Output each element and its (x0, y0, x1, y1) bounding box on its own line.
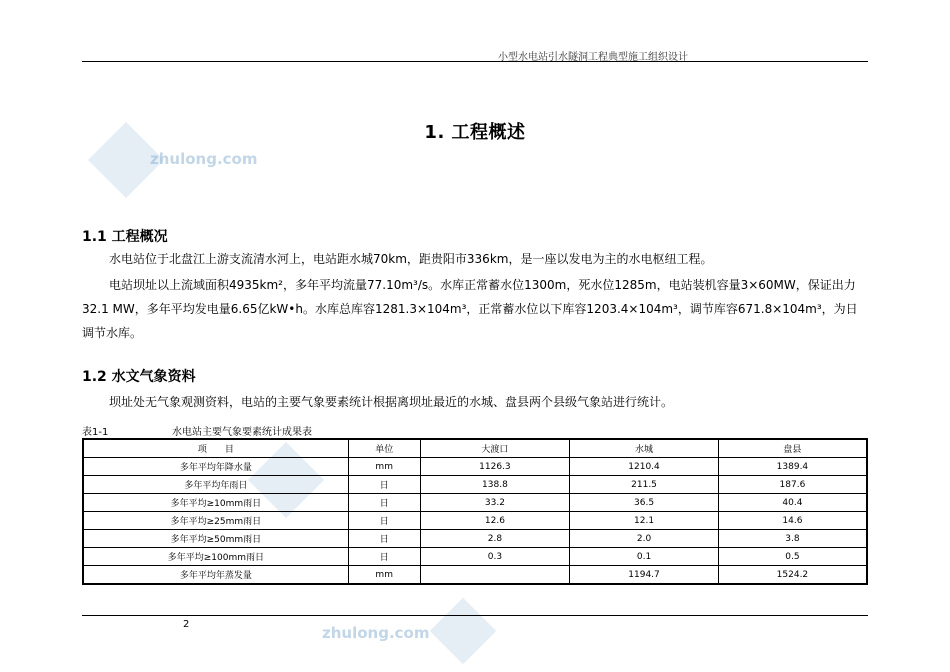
table-cell: 多年平均≥10mm雨日 (83, 494, 348, 512)
table-row (83, 476, 867, 494)
table-cell (420, 566, 570, 585)
table-cell: 1126.3 (420, 458, 570, 476)
watermark-text: zhulong.com (150, 150, 258, 168)
table-row (83, 566, 867, 585)
section-heading-1-2: 1.2 水文气象资料 (82, 369, 196, 385)
table-cell: 日 (348, 548, 420, 566)
table-cell: 多年平均年蒸发量 (83, 566, 348, 585)
table-row (83, 548, 867, 566)
table-cell: 33.2 (420, 494, 570, 512)
table-cell: 0.3 (420, 548, 570, 566)
table-cell: 3.8 (718, 530, 867, 548)
chapter-title: 1. 工程概述 (424, 122, 526, 143)
table-cell: 日 (348, 494, 420, 512)
table-cell: 0.5 (718, 548, 867, 566)
table-row (83, 530, 867, 548)
column-header: 水城 (570, 439, 719, 458)
meteorology-table (82, 438, 868, 585)
table-cell: 211.5 (570, 476, 719, 494)
watermark-logo-icon (428, 596, 498, 666)
table-header-row (83, 439, 867, 458)
paragraph-hydrology: 坝址处无气象观测资料，电站的主要气象要素统计根据离坝址最近的水城、盘县两个县级气象站进行统计。 (109, 395, 674, 409)
table-cell: 多年平均年降水量 (83, 458, 348, 476)
table-row (83, 458, 867, 476)
table-cell: 1524.2 (718, 566, 867, 585)
table-cell: 日 (348, 512, 420, 530)
table-cell: 日 (348, 530, 420, 548)
column-header: 单位 (348, 439, 420, 458)
section-heading-1-1: 1.1 工程概况 (82, 229, 168, 245)
footer-rule (82, 615, 868, 616)
page-number: 2 (183, 619, 190, 630)
running-header: 小型水电站引水隧洞工程典型施工组织设计 (498, 52, 688, 63)
table-cell: mm (348, 458, 420, 476)
table-title: 水电站主要气象要素统计成果表 (172, 427, 312, 438)
table-cell: mm (348, 566, 420, 585)
table-cell: 多年平均≥100mm雨日 (83, 548, 348, 566)
table-cell: 1210.4 (570, 458, 719, 476)
table-row (83, 494, 867, 512)
table-cell: 12.1 (570, 512, 719, 530)
table-cell: 187.6 (718, 476, 867, 494)
table-label: 表1-1 (82, 427, 109, 438)
column-header: 项 目 (83, 439, 348, 458)
table-cell: 日 (348, 476, 420, 494)
column-header: 大渡口 (420, 439, 570, 458)
table-cell: 36.5 (570, 494, 719, 512)
header-rule (82, 61, 868, 62)
paragraph-location: 水电站位于北盘江上游支流清水河上，电站距水城70km，距贵阳市336km，是一座以发电为主的水电枢纽工程。 (109, 252, 713, 266)
table-cell: 多年平均年雨日 (83, 476, 348, 494)
table-cell: 138.8 (420, 476, 570, 494)
paragraph-reservoir-specs: 电站坝址以上流域面积4935km²，多年平均流量77.10m³/s。水库正常蓄水位1300m，死水位1285m，电站装机容量3×60MW，保证出力32.1 MW，多年平均发电量6.65亿kW•h。水库总库容1281.3×104m³，正常蓄水位以下库容1203.4×104m³，调节库容671.8×104m³，为日调节水库。 (82, 278, 858, 340)
table-cell: 多年平均≥25mm雨日 (83, 512, 348, 530)
table-cell: 多年平均≥50mm雨日 (83, 530, 348, 548)
table-cell: 2.0 (570, 530, 719, 548)
table-row (83, 512, 867, 530)
watermark-text: zhulong.com (322, 624, 430, 642)
table-cell: 0.1 (570, 548, 719, 566)
table-cell: 40.4 (718, 494, 867, 512)
table-cell: 12.6 (420, 512, 570, 530)
column-header: 盘县 (718, 439, 867, 458)
table-cell: 14.6 (718, 512, 867, 530)
table-cell: 1389.4 (718, 458, 867, 476)
table-cell: 1194.7 (570, 566, 719, 585)
table-caption (82, 423, 312, 438)
table-cell: 2.8 (420, 530, 570, 548)
